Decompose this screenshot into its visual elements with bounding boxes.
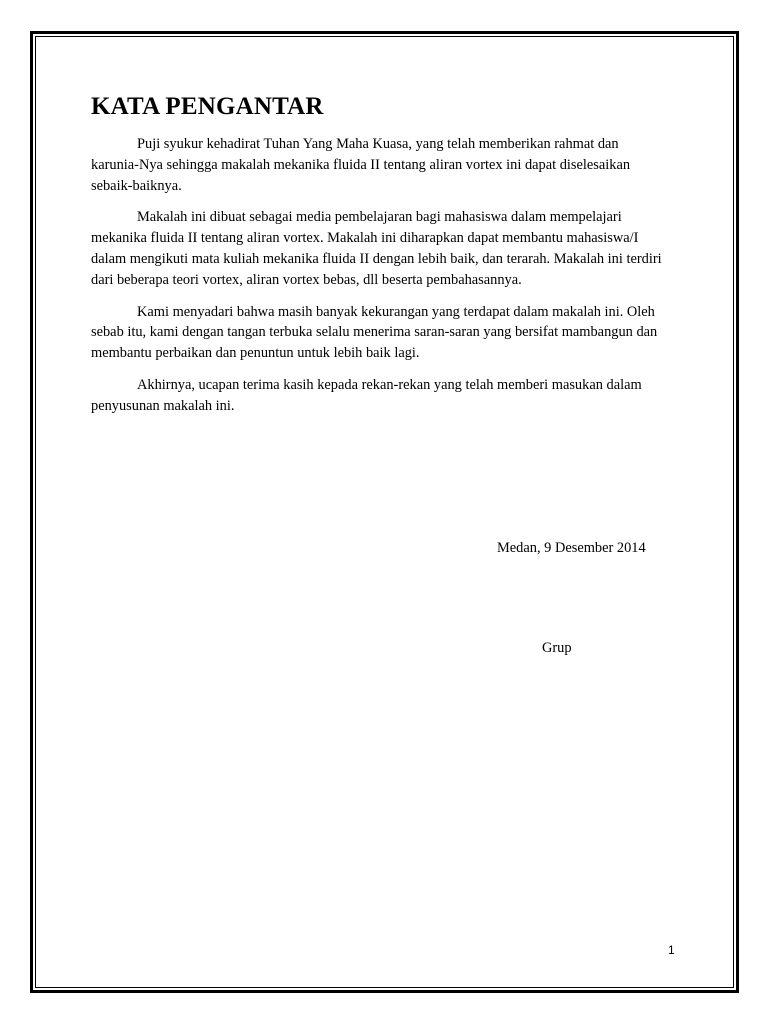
page-number: 1	[668, 943, 675, 957]
author-signature: Grup	[542, 640, 572, 656]
paragraph-4: Akhirnya, ucapan terima kasih kepada rekan-rekan yang telah memberi masukan dalam penyusunan makalah ini.	[91, 376, 642, 414]
document-body	[91, 90, 665, 428]
paragraph-1: Puji syukur kehadirat Tuhan Yang Maha Kuasa, yang telah memberikan rahmat dan karunia-Nya sehingga makalah mekanika fluida II tentang aliran vortex ini dapat diselesaikan sebaik-baiknya.	[91, 136, 631, 194]
paragraph-3: Kami menyadari bahwa masih banyak kekurangan yang terdapat dalam makalah ini. Oleh sebab itu, kami dengan tangan terbuka selalu menerima saran-saran yang bersifat mambangun dan membantu perbaikan dan penuntun untuk lebih baik lagi.	[91, 303, 658, 362]
page-title: KATA PENGANTAR	[91, 93, 324, 120]
paragraph-2: Makalah ini dibuat sebagai media pembelajaran bagi mahasiswa dalam mempelajari mekanika fluida II tentang aliran vortex. Makalah ini diharapkan dapat membantu mahasiswa/I dalam mengikuti mata kuliah mekanika fluida II dengan lebih baik, dan terarah. Makalah ini terdiri dari beberapa teori vortex, aliran vortex bebas, dll beserta pembahasannya.	[91, 209, 662, 288]
place-date: Medan, 9 Desember 2014	[497, 540, 646, 556]
